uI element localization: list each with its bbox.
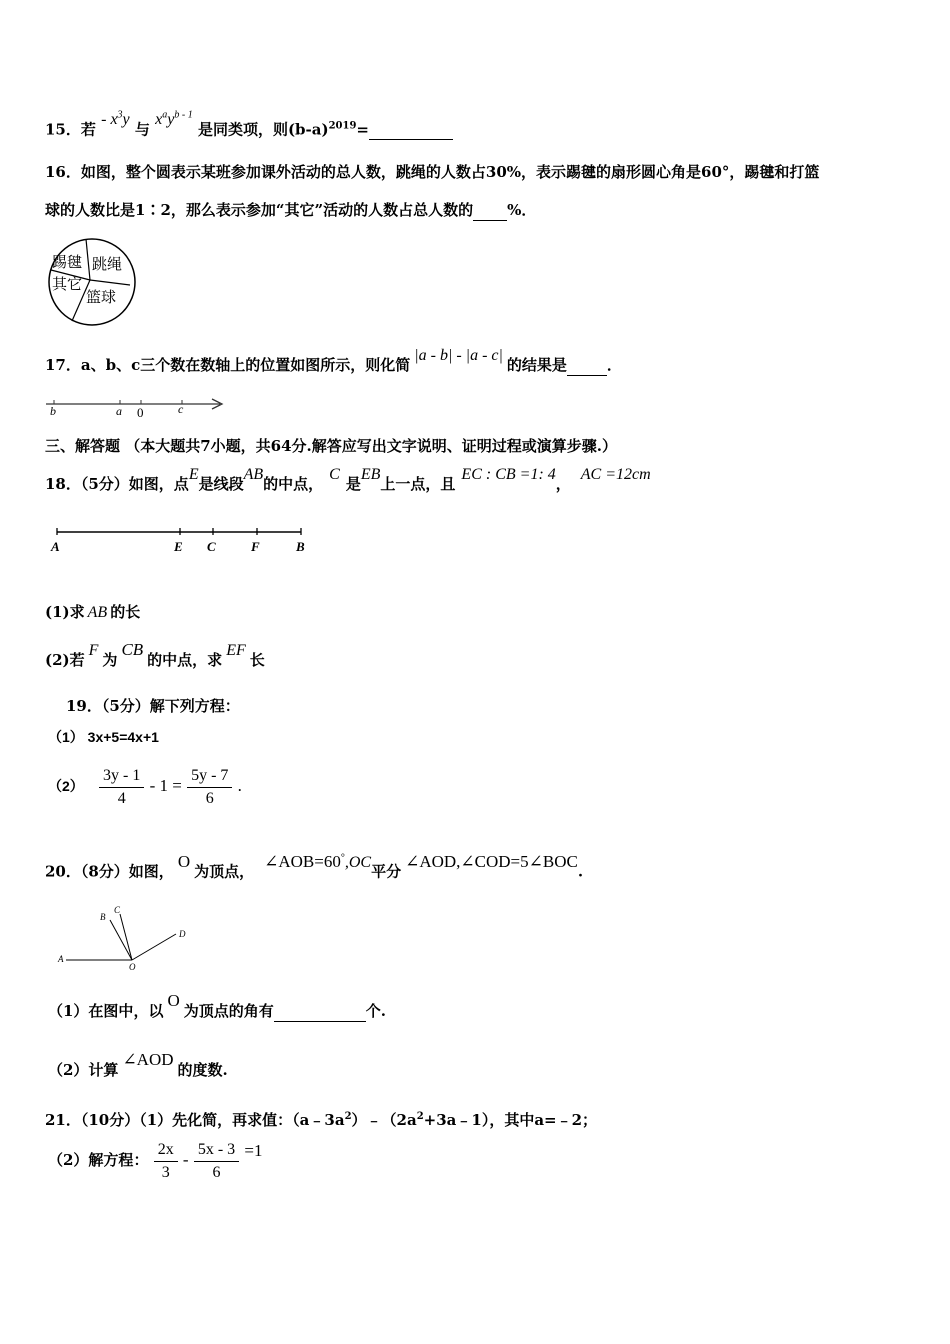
seg-label-c: C	[207, 539, 216, 554]
q15-line: 15．若 - $x^3y$ 与 $x^ay^{b - 1}$ 是同类项，则$(b-a)^{2019}=$	[45, 116, 453, 140]
q16-answer-blank[interactable]	[473, 200, 507, 221]
q17-answer-blank[interactable]	[567, 355, 607, 376]
angle-label-c: C	[114, 905, 121, 915]
angle-label-a: A	[58, 954, 64, 964]
q21-sub2: （2）解方程： $\frac{2x}{3}$ - $\frac{5x - 3}{6}$ =1	[48, 1136, 262, 1184]
q19-sub2: （2） $\frac{3y - 1}{4}$ - 1 = $\frac{5y - 7}{6}$ .	[48, 762, 242, 810]
q16-line2: 球的人数比是1∶2，那么表示参加“其它”活动的人数占总人数的 %．	[45, 201, 537, 219]
seg-label-f: F	[251, 539, 260, 554]
q18-sub2: (2)若F为CB的中点，求EF长	[45, 640, 265, 669]
q21-frac-2: $\frac{5x - 3}{6}$	[194, 1139, 239, 1184]
q17-line: 17．a、b、c三个数在数轴上的位置如图所示，则化简|a - b| - |a - c|的结果是 ．	[45, 347, 622, 374]
pie-label-lanqiu: 篮球	[86, 288, 117, 306]
q19-frac-1: $\frac{3y - 1}{4}$	[99, 765, 144, 810]
axis-label-0: 0	[137, 405, 144, 420]
seg-label-b: B	[296, 539, 305, 554]
axis-label-c: c	[178, 402, 184, 416]
pie-label-tiaosheng: 跳绳	[92, 255, 123, 273]
seg-label-e: E	[174, 539, 183, 554]
q16-pie-chart	[46, 236, 138, 328]
section-3-title: 三、解答题 （本大题共7小题，共64分.解答应写出文字说明、证明过程或演算步骤.）	[45, 437, 617, 455]
axis-label-b: b	[50, 404, 56, 418]
q19-sub1: （1） 3x+5=4x+1	[48, 729, 159, 745]
angle-label-o: O	[129, 962, 136, 972]
q19-title: 19．（5分）解下列方程：	[66, 697, 240, 715]
q16-line1: 16．如图，整个圆表示某班参加课外活动的总人数，跳绳的人数占30%，表示踢毽的扇形圆心角是60°，踢毽和打篮	[45, 163, 820, 181]
axis-label-a: a	[116, 404, 122, 418]
q21-sub1: 21．（10分）（1）先化简，再求值：$(a﹣3a^2)﹣(2a^2+3a﹣1)$，其中a=﹣2；	[45, 1111, 598, 1129]
pie-label-tijian: 踢毽	[52, 253, 83, 271]
q17-number-line	[46, 396, 226, 420]
q20-sub2: （2）计算∠AOD的度数.	[48, 1050, 228, 1079]
q20-angle-figure	[58, 904, 198, 972]
q18-segment-figure	[50, 526, 312, 554]
q20-answer-blank[interactable]	[274, 1001, 366, 1022]
q18-line: 18．（5分）如图，点E是线段AB的中点，C是EB上一点，且EC : CB =1: 4，AC =12cm	[45, 466, 651, 493]
q19-frac-2: $\frac{5y - 7}{6}$	[187, 765, 232, 810]
pie-label-qita: 其它	[52, 275, 83, 293]
q15-answer-blank[interactable]	[369, 119, 453, 140]
angle-label-b: B	[100, 912, 106, 922]
q20-line: 20．（8分）如图，O为顶点，∠AOB=60°,OC平分∠AOD,∠COD=5∠BOC.	[45, 851, 584, 881]
q18-sub1: (1)求 AB 的长	[45, 603, 141, 621]
q21-frac-1: $\frac{2x}{3}$	[154, 1139, 178, 1184]
q20-sub1: （1）在图中，以O为顶点的角有 个.	[48, 991, 386, 1020]
angle-label-d: D	[179, 929, 186, 939]
seg-label-a: A	[51, 539, 60, 554]
